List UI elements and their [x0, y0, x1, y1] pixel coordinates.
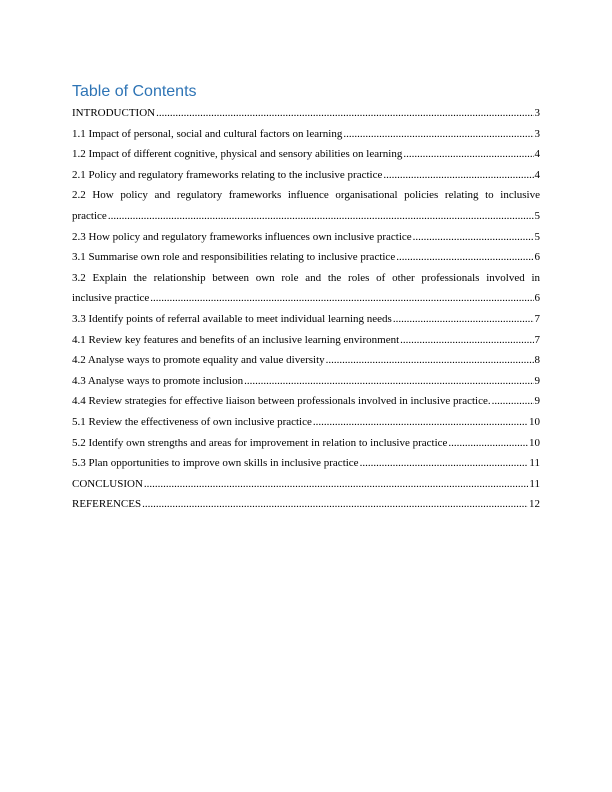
- toc-dot-leader: [108, 206, 534, 227]
- toc-entry[interactable]: [72, 433, 540, 454]
- toc-entry-title: 4.4 Review strategies for effective liaison between professionals involved in inclusive practice.: [72, 395, 491, 408]
- toc-page-number: 5: [534, 230, 540, 243]
- toc-page-number: 5: [534, 209, 540, 222]
- toc-entry-title: 3.1 Summarise own role and responsibilities relating to inclusive practice: [72, 251, 396, 264]
- toc-page-number: 11: [529, 457, 540, 470]
- toc-entry[interactable]: [72, 103, 540, 124]
- toc-entry[interactable]: [72, 309, 540, 330]
- toc-entry[interactable]: [72, 330, 540, 351]
- toc-entry[interactable]: [72, 494, 540, 515]
- toc-entry[interactable]: [72, 268, 540, 309]
- toc-dot-leader: [448, 433, 528, 454]
- toc-page-number: 7: [534, 312, 540, 325]
- toc-entry-title: REFERENCES: [72, 498, 142, 511]
- toc-entry[interactable]: [72, 185, 540, 226]
- toc-entry[interactable]: [72, 144, 540, 165]
- toc-entry-title: 2.3 How policy and regulatory frameworks influences own inclusive practice: [72, 230, 412, 243]
- toc-page-number: 4: [534, 168, 540, 181]
- toc-page-number: 8: [534, 354, 540, 367]
- toc-dot-leader: [396, 247, 533, 268]
- toc-entry-title: 5.1 Review the effectiveness of own inclusive practice: [72, 415, 312, 428]
- toc-dot-leader: [492, 391, 534, 412]
- toc-entry[interactable]: [72, 124, 540, 145]
- toc-page-number: 9: [534, 395, 540, 408]
- toc-entry[interactable]: [72, 453, 540, 474]
- toc-dot-leader: [360, 453, 529, 474]
- toc-dot-leader: [393, 309, 534, 330]
- toc-dot-leader: [313, 412, 528, 433]
- toc-page-number: 10: [529, 415, 540, 428]
- toc-entry-title: INTRODUCTION: [72, 107, 156, 119]
- toc-list: [72, 103, 540, 515]
- toc-entry[interactable]: [72, 227, 540, 248]
- toc-entry[interactable]: [72, 474, 540, 495]
- toc-entry[interactable]: [72, 350, 540, 371]
- toc-entry-title: 2.1 Policy and regulatory frameworks relating to the inclusive practice: [72, 168, 383, 181]
- toc-entry-title: 4.1 Review key features and benefits of an inclusive learning environment: [72, 333, 400, 346]
- toc-entry[interactable]: [72, 247, 540, 268]
- toc-entry-title: CONCLUSION: [72, 477, 143, 490]
- toc-page-number: 12: [529, 498, 540, 511]
- toc-page-number: 3: [534, 127, 540, 140]
- toc-dot-leader: [142, 494, 528, 515]
- toc-entry-title-line: 2.2 How policy and regulatory frameworks influence organisational policies relating to inclusive: [72, 189, 540, 202]
- toc-page-number: 6: [534, 292, 540, 305]
- toc-dot-leader: [326, 350, 534, 371]
- toc-entry-title: 4.3 Analyse ways to promote inclusion: [72, 374, 244, 387]
- toc-page-number: 6: [534, 251, 540, 264]
- toc-heading: Table of Contents: [72, 83, 197, 100]
- toc-dot-leader: [150, 288, 533, 309]
- toc-dot-leader: [403, 144, 533, 165]
- toc-page-number: 7: [534, 333, 540, 346]
- toc-entry-title: 3.3 Identify points of referral available to meet individual learning needs: [72, 312, 392, 325]
- toc-page-number: 10: [529, 436, 540, 449]
- toc-page-number: 11: [529, 477, 540, 490]
- toc-entry-title-line: 3.2 Explain the relationship between own role and the roles of other professionals involved in: [72, 271, 540, 284]
- toc-entry[interactable]: [72, 391, 540, 412]
- toc-entry-title: 1.1 Impact of personal, social and cultural factors on learning: [72, 127, 343, 140]
- toc-entry[interactable]: [72, 371, 540, 392]
- toc-entry-title: practice: [72, 209, 107, 222]
- toc-dot-leader: [156, 103, 533, 124]
- toc-dot-leader: [144, 474, 529, 495]
- toc-entry-title: 5.3 Plan opportunities to improve own skills in inclusive practice: [72, 457, 359, 470]
- toc-page-number: 9: [534, 374, 540, 387]
- toc-entry[interactable]: [72, 165, 540, 186]
- toc-entry-title: 5.2 Identify own strengths and areas for improvement in relation to inclusive practice: [72, 436, 448, 449]
- toc-entry-title: 1.2 Impact of different cognitive, physical and sensory abilities on learning: [72, 148, 403, 161]
- toc-dot-leader: [413, 227, 534, 248]
- toc-dot-leader: [244, 371, 533, 392]
- toc-entry-title: inclusive practice: [72, 292, 150, 305]
- toc-dot-leader: [383, 165, 533, 186]
- toc-page-number: 4: [534, 148, 540, 161]
- toc-dot-leader: [343, 124, 533, 145]
- toc-dot-leader: [400, 330, 533, 351]
- toc-entry-title: 4.2 Analyse ways to promote equality and value diversity: [72, 354, 325, 367]
- toc-entry[interactable]: [72, 412, 540, 433]
- toc-page-number: 3: [534, 107, 540, 119]
